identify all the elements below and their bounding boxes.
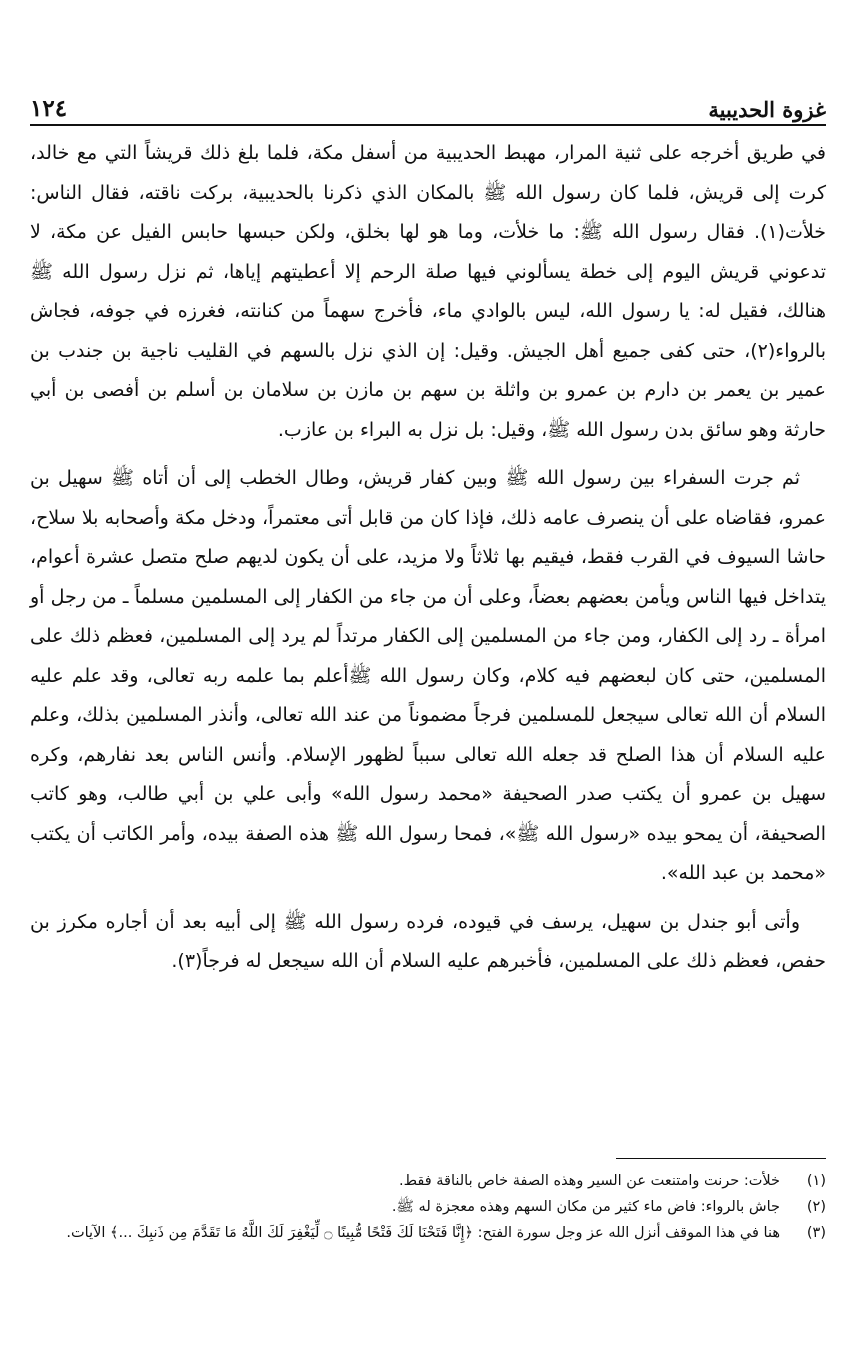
footnote-number: (٢) [806, 1199, 826, 1215]
page-number: ١٢٤ [30, 95, 68, 122]
footnote-1 [30, 1168, 826, 1194]
footnote-2 [30, 1194, 826, 1220]
footnote-text: جاش بالرواء: فاض ماء كثير من مكان السهم وهذه معجزة له ﷺ. [391, 1199, 780, 1215]
header-rule [30, 124, 826, 126]
footnote-number: (١) [806, 1173, 826, 1189]
paragraph-1: في طريق أخرجه على ثنية المرار، مهبط الحديبية من أسفل مكة، فلما بلغ ذلك قريشاً التي مع خالد، كرت إلى قريش، فلما كان رسول الله ﷺ بالمكان الذي ذكرنا بالحديبية، بركت ناقته، فقال الناس: خلأت(١). فقال رسول الله ﷺ: ما خلأت، وما هو لها بخلق، ولكن حبسها حابس الفيل عن مكة، لا تدعوني قريش اليوم إلى خطة يسألوني فيها صلة الرحم إلا أعطيتهم إياها، ثم نزل رسول الله ﷺ هنالك، فقيل له: يا رسول الله، ليس بالوادي ماء، فأخرج سهماً من كنانته، فغرزه في جوفه، فجاش بالرواء(٢)، حتى كفى جميع أهل الجيش. وقيل: إن الذي نزل بالسهم في القليب ناجية بن جندب بن عمير بن يعمر بن دارم بن عمرو بن واثلة بن سهم بن مازن بن سلامان بن أسلم بن أفصى بن أبي حارثة وهو سائق بدن رسول الله ﷺ، وقيل: بل نزل به البراء بن عازب. [30, 142, 826, 441]
footnote-3 [30, 1220, 826, 1246]
footnotes [30, 1168, 826, 1246]
footnote-rule [616, 1158, 826, 1159]
paragraph-3: وأتى أبو جندل بن سهيل، يرسف في قيوده، فرده رسول الله ﷺ إلى أبيه بعد أن أجاره مكرز بن حفص، فعظم ذلك على المسلمين، فأخبرهم عليه السلام أن الله سيجعل له فرجاً(٣). [30, 910, 826, 972]
footnote-text: هنا في هذا الموقف أنزل الله عز وجل سورة الفتح: ﴿إِنَّا فَتَحْنَا لَكَ فَتْحًا مُّبِينًا ۝ لِّيَغْفِرَ لَكَ اللَّهُ مَا تَقَدَّمَ مِن ذَنبِكَ ...﴾ الآيات. [66, 1225, 780, 1241]
footnote-text: خلأت: حرنت وامتنعت عن السير وهذه الصفة خاص بالناقة فقط. [398, 1173, 780, 1189]
paragraph-2: ثم جرت السفراء بين رسول الله ﷺ وبين كفار قريش، وطال الخطب إلى أن أتاه ﷺ سهيل بن عمرو، فقاضاه على أن ينصرف عامه ذلك، فإذا كان من قابل أتى معتمراً، ودخل مكة وأصحابه بلا سلاح، حاشا السيوف في القرب فقط، فيقيم بها ثلاثاً ولا مزيد، على أن يكون لديهم صلح متصل عشرة أعوام، يتداخل فيها الناس ويأمن بعضهم بعضاً، وعلى أن من جاء من الكفار إلى المسلمين مسلماً ـ من رجل أو امرأة ـ رد إلى الكفار، ومن جاء من المسلمين إلى الكفار مرتداً لم يرد إلى المسلمين، فعظم ذلك على المسلمين، حتى كان لبعضهم فيه كلام، وكان رسول الله ﷺأعلم بما علمه ربه تعالى، وقد علم عليه السلام أن الله تعالى سيجعل للمسلمين فرجاً مضموناً من عند الله تعالى، وأنذر المسلمين بذلك، وعلم عليه السلام أن هذا الصلح قد جعله الله تعالى سبباً لظهور الإسلام. وأنس الناس بعد نفارهم، وكره سهيل بن عمرو أن يكتب صدر الصحيفة «محمد رسول الله» وأبى علي بن أبي طالب، وهو كاتب الصحيفة، أن يمحو بيده «رسول الله ﷺ»، فمحا رسول الله ﷺ هذه الصفة بيده، وأمر الكاتب أن يكتب «محمد بن عبد الله». [30, 467, 826, 884]
main-text [30, 134, 826, 982]
running-title: غزوة الحديبية [708, 97, 826, 122]
running-header [30, 86, 826, 122]
footnote-number: (٣) [806, 1225, 826, 1241]
